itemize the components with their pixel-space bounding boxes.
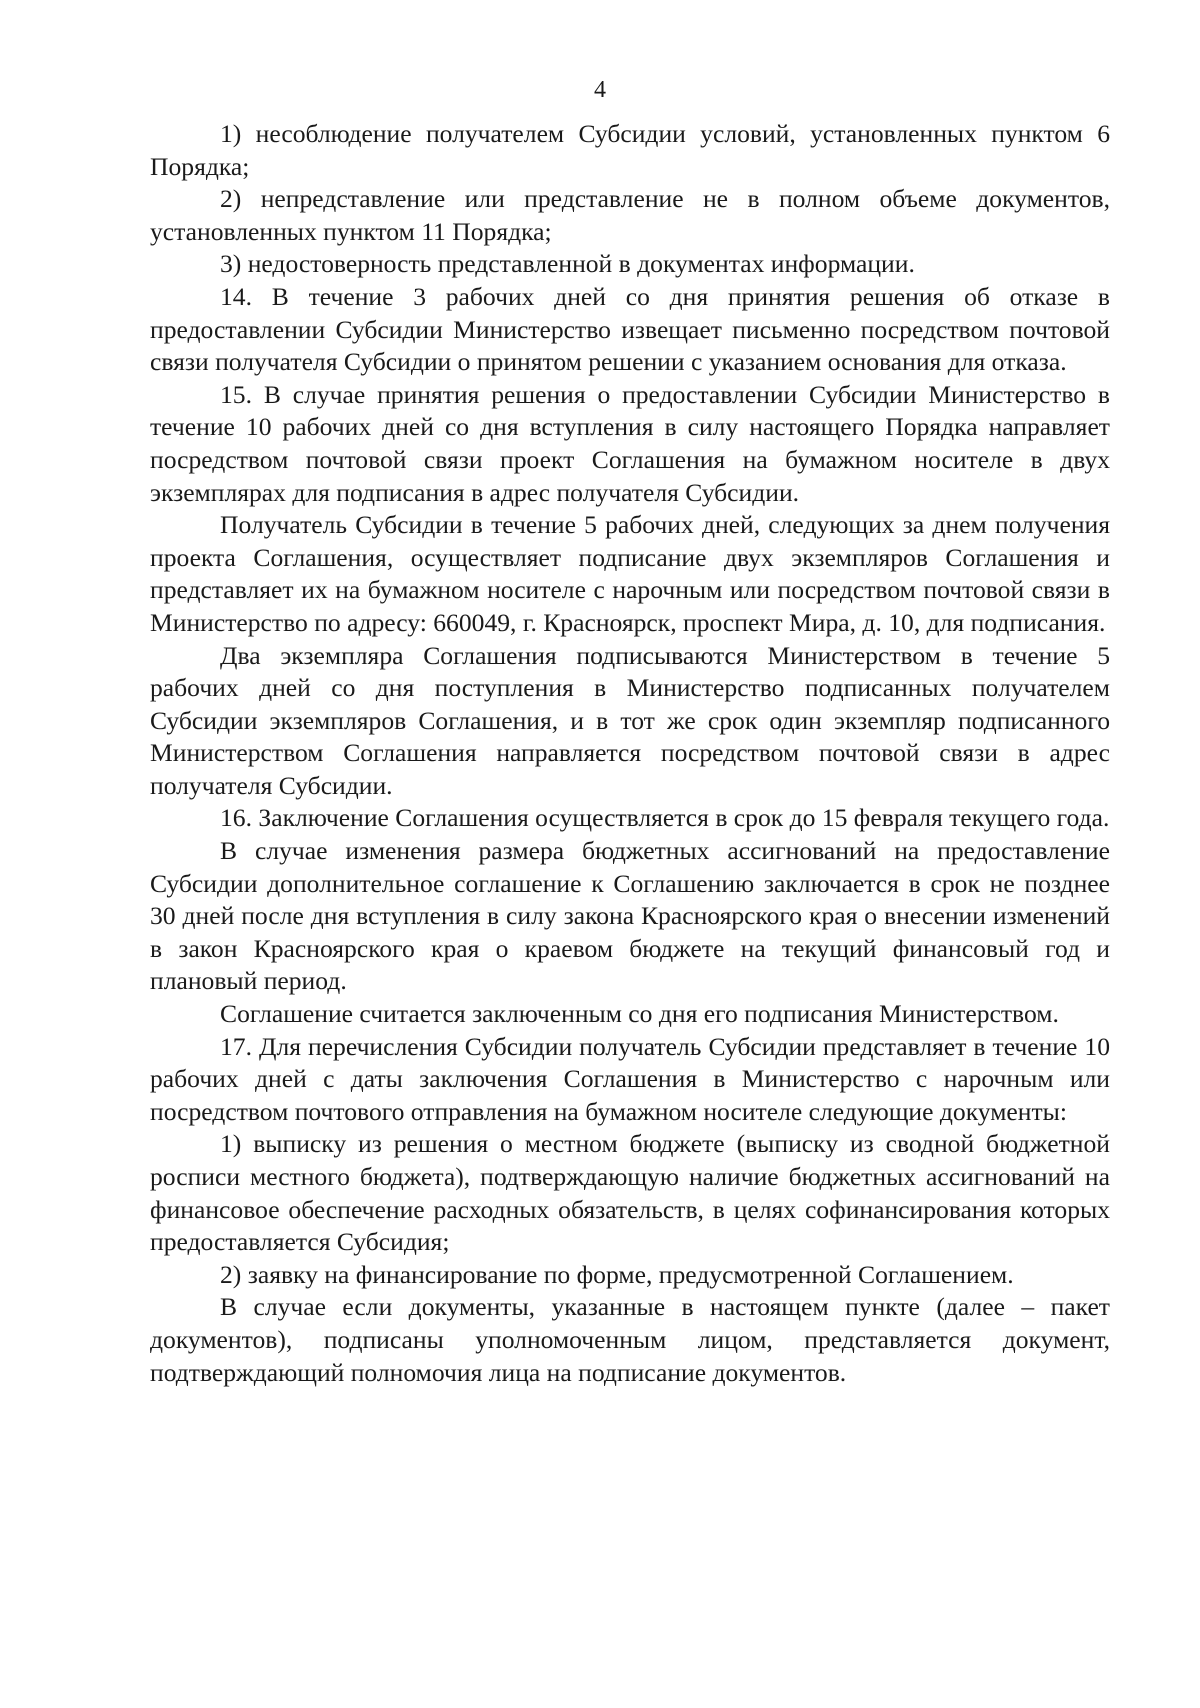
paragraph: 3) недостоверность представленной в документах информации. [220, 249, 915, 279]
paragraph: В случае если документы, указанные в настоящем пункте (далее – пакет документов), подписаны уполномоченным лицом, представляется документ, подтверждающий полномочия лица на подписание документов. [150, 1292, 1110, 1387]
paragraph: 2) непредставление или представление не в полном объеме документов, установленных пунктом 11 Порядка; [150, 184, 1110, 246]
paragraph: 2) заявку на финансирование по форме, предусмотренной Соглашением. [220, 1259, 1014, 1289]
paragraph: 15. В случае принятия решения о предоставлении Субсидии Министерство в течение 10 рабочих дней со дня вступления в силу настоящего Порядка направляет посредством почтовой связи проект Соглашения на бумажном носителе в двух экземплярах для подписания в адрес получателя Субсидии. [150, 379, 1110, 507]
paragraph: Два экземпляра Соглашения подписываются Министерством в течение 5 рабочих дней со дня поступления в Министерство подписанных получателем Субсидии экземпляров Соглашения, и в тот же срок один экземпляр подписанного Министерством Соглашения направляется посредством почтовой связи в адрес получателя Субсидии. [150, 640, 1110, 800]
document-body [150, 118, 1110, 1389]
paragraph: Получатель Субсидии в течение 5 рабочих дней, следующих за днем получения проекта Соглашения, осуществляет подписание двух экземпляров Соглашения и представляет их на бумажном носителе с нарочным или посредством почтовой связи в Министерство по адресу: 660049, г. Красноярск, проспект Мира, д. 10, для подписания. [150, 510, 1110, 637]
paragraph: 1) несоблюдение получателем Субсидии условий, установленных пунктом 6 Порядка; [150, 119, 1110, 181]
paragraph: В случае изменения размера бюджетных ассигнований на предоставление Субсидии дополнительное соглашение к Соглашению заключается в срок не позднее 30 дней после дня вступления в силу закона Красноярского края о внесении изменений в закон Красноярского края о краевом бюджете на текущий финансовый год и плановый период. [150, 836, 1110, 996]
paragraph: Соглашение считается заключенным со дня его подписания Министерством. [220, 999, 1059, 1029]
paragraph: 1) выписку из решения о местном бюджете (выписку из сводной бюджетной росписи местного бюджета), подтверждающую наличие бюджетных ассигнований на финансовое обеспечение расходных обязательств, в целях софинансирования которых предоставляется Субсидия; [150, 1129, 1110, 1257]
paragraph: 14. В течение 3 рабочих дней со дня принятия решения об отказе в предоставлении Субсидии Министерство извещает письменно посредством почтовой связи получателя Субсидии о принятом решении с указанием основания для отказа. [150, 281, 1110, 377]
paragraph: 17. Для перечисления Субсидии получатель Субсидии представляет в течение 10 рабочих дней с даты заключения Соглашения в Министерство с нарочным или посредством почтового отправления на бумажном носителе следующие документы: [150, 1031, 1110, 1126]
page-number: 4 [594, 77, 606, 103]
paragraph: 16. Заключение Соглашения осуществляется в срок до 15 февраля текущего года. [220, 803, 1110, 833]
